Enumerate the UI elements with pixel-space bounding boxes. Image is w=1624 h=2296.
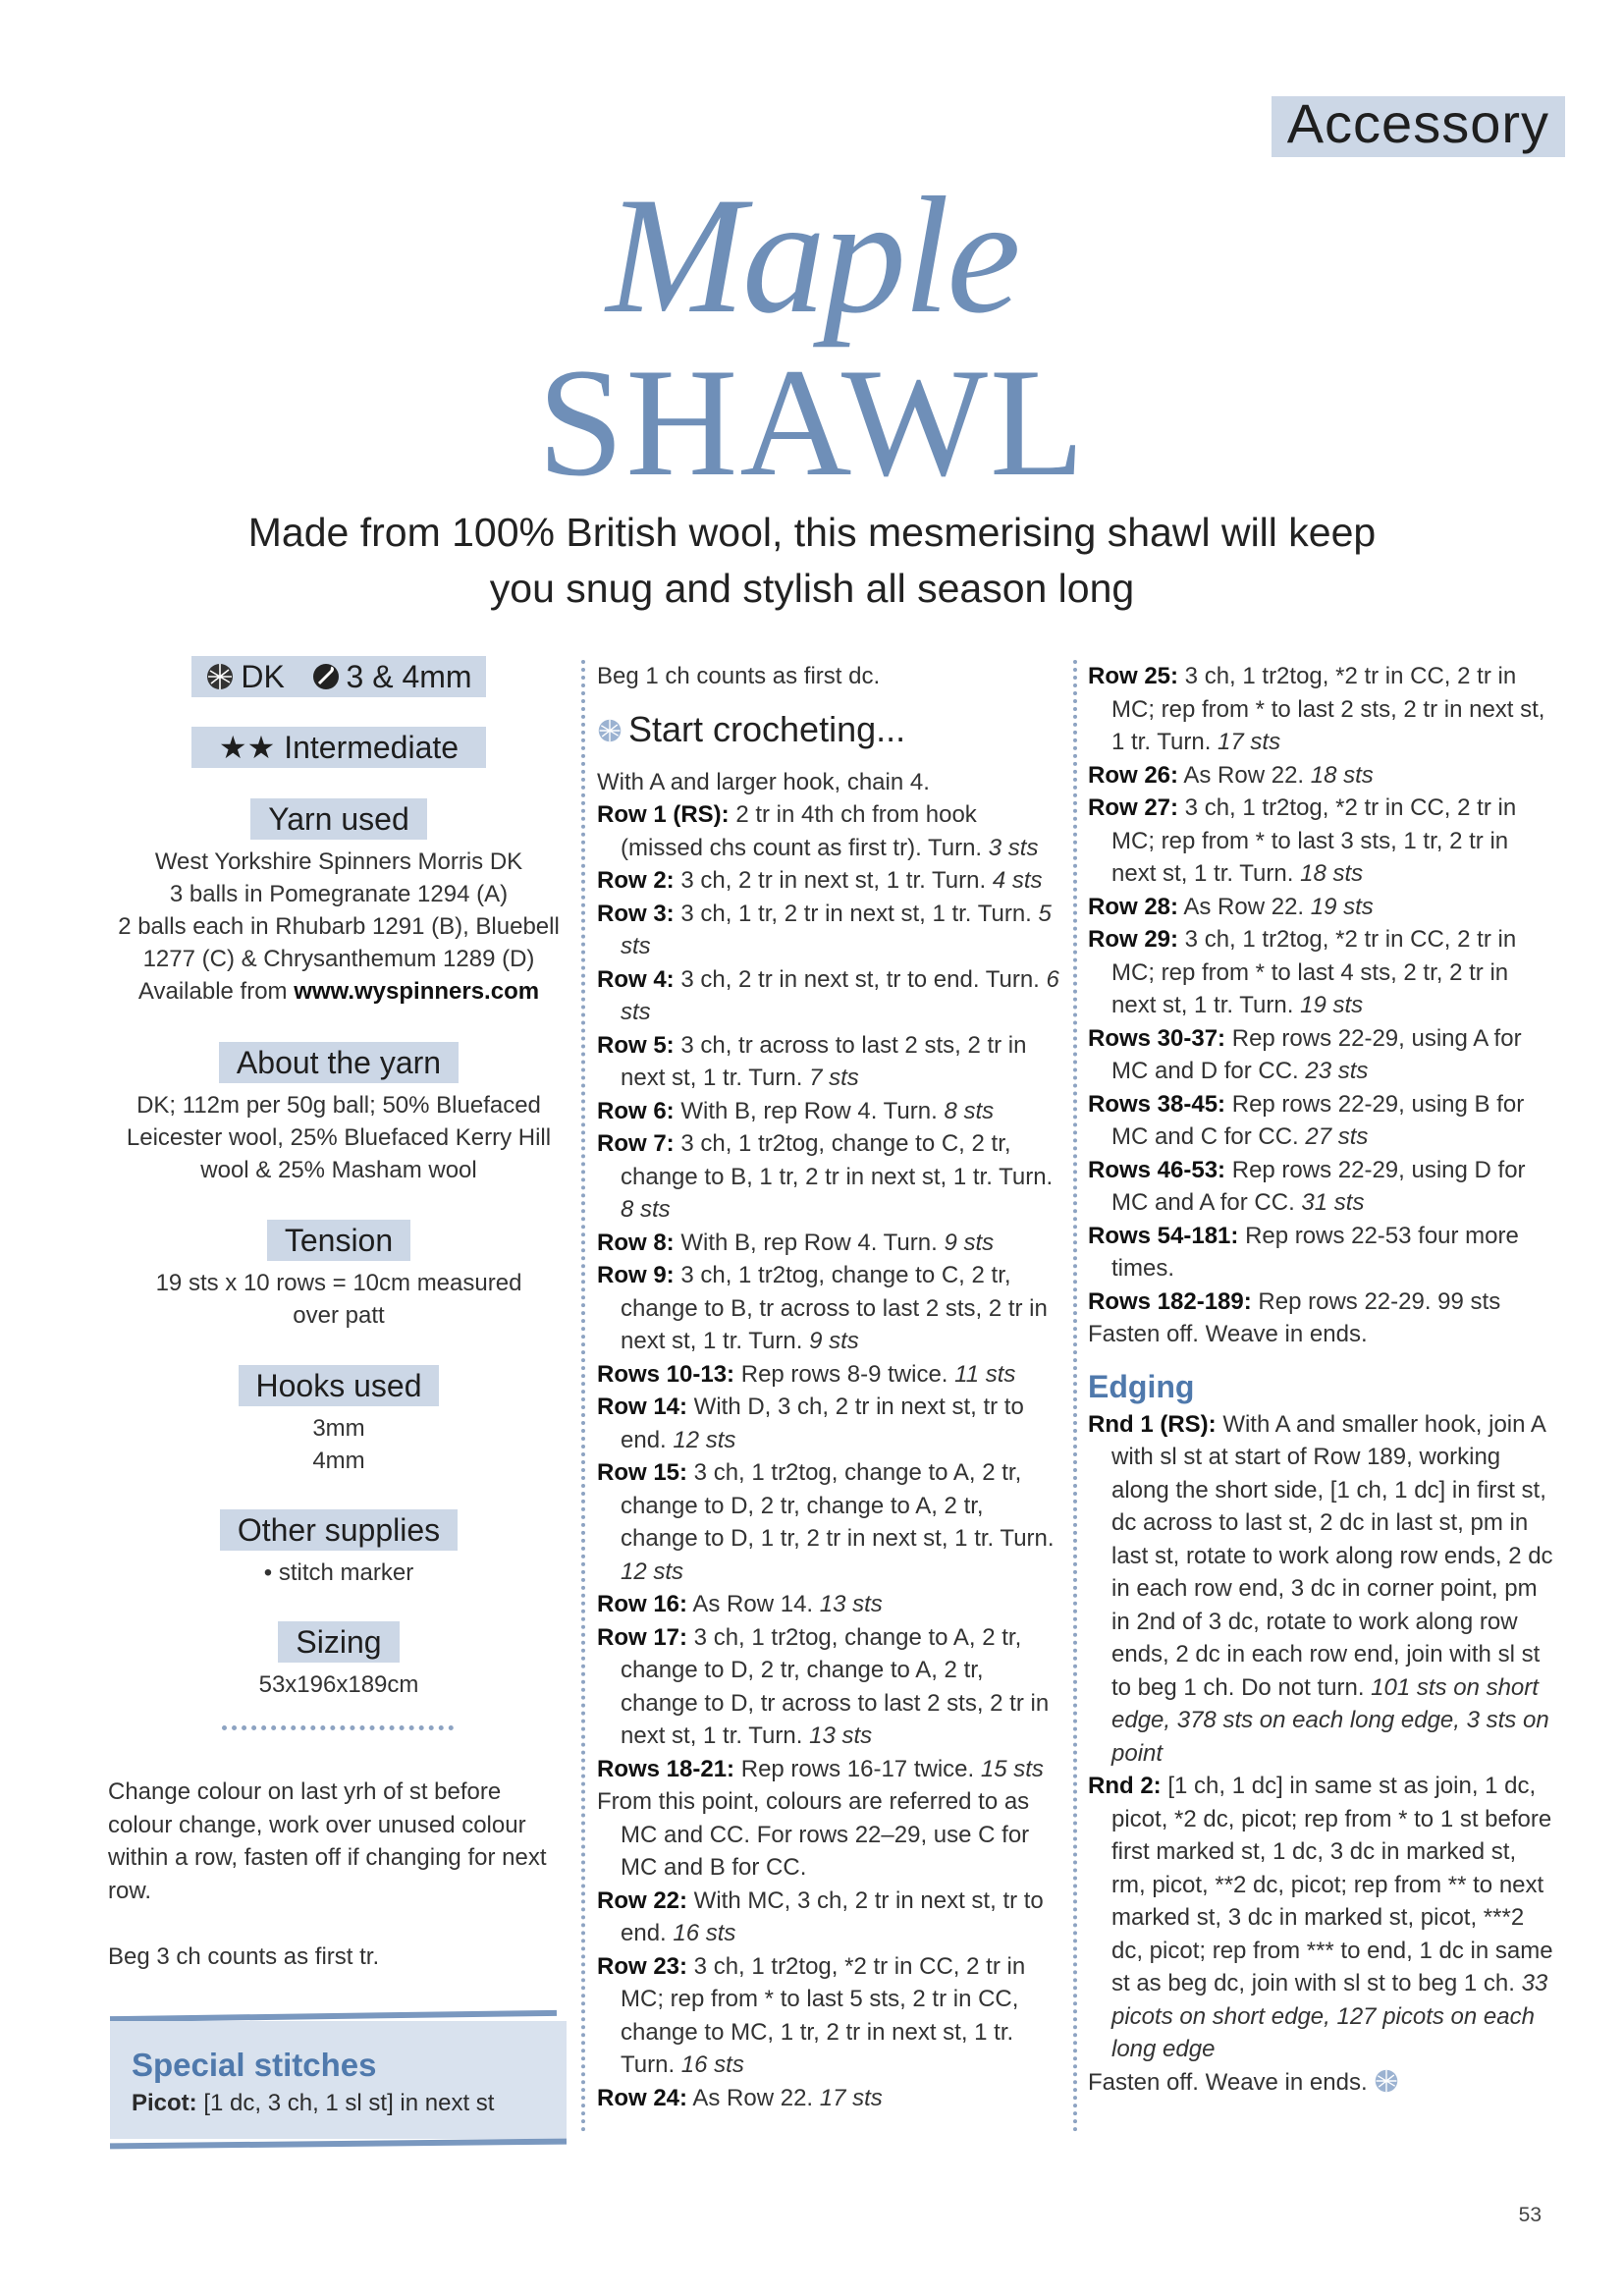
instructions-column-2 (1088, 660, 1554, 2099)
yarn-used-block (98, 798, 579, 1008)
row-text: As Row 14. (687, 1591, 820, 1617)
row-text: 3 ch, 1 tr2tog, change to A, 2 tr, change to D, 2 tr, change to A, 2 tr, change to D, tr across to last 2 sts, 2 tr in next st, 1 tr. Turn. (621, 1623, 1050, 1749)
tension-block (98, 1220, 579, 1332)
stitch-count: 15 sts (980, 1755, 1044, 1782)
sizing-heading: Sizing (278, 1621, 399, 1663)
stitch-count: 4 sts (992, 867, 1043, 894)
hooks-heading: Hooks used (239, 1365, 440, 1406)
row-text: Rep rows 8-9 twice. (734, 1360, 955, 1388)
supplies-heading: Other supplies (220, 1509, 458, 1551)
sizing-block (98, 1621, 579, 1701)
skill-level: ★★ Intermediate (191, 727, 486, 768)
beg-note: Beg 3 ch counts as first tr. (108, 1943, 380, 1970)
row-text: With A and smaller hook, join A with sl st at start of Row 189, working along the short side, [1 ch, 1 dc] in first st, dc across to last st, 2 dc in last st, pm in last st, rotate to work along row ends, 2 dc in each row end, 3 dc in corner point, pm in 2nd of 3 dc, rotate to work along row ends, 2 dc in each row end, join with sl st to beg 1 ch. Do not turn. (1111, 1410, 1553, 1701)
pattern-row (597, 898, 1063, 963)
row-text: Rep rows 22-29, using D for MC and A for CC. (1111, 1156, 1526, 1216)
row-text: 3 ch, 1 tr, 2 tr in next st, 1 tr. Turn. (674, 900, 1039, 927)
supply-line: • stitch marker (263, 1559, 414, 1586)
pattern-row (597, 1227, 1063, 1260)
instructions-column-1 (597, 660, 1063, 2114)
row-label: Row 26: (1088, 761, 1179, 789)
stitch-count: 8 sts (621, 1196, 671, 1223)
row-text: 3 ch, 1 tr2tog, change to C, 2 tr, change to B, tr across to last 2 sts, 2 tr in next st, 1 tr. Turn. (621, 1262, 1048, 1354)
row-label: Rnd 1 (RS): (1088, 1410, 1217, 1438)
row-text: With MC, 3 ch, 2 tr in next st, tr to end. (621, 1886, 1044, 1946)
pattern-row (1088, 759, 1554, 793)
title-caps: SHAWL (537, 337, 1087, 509)
stitch-count: 13 sts (819, 1591, 883, 1617)
row-text: 3 ch, tr across to last 2 sts, 2 tr in next st, 1 tr. Turn. (621, 1031, 1027, 1091)
stitch-count: 16 sts (680, 2051, 744, 2078)
row-text: Rep rows 16-17 twice. (734, 1755, 981, 1782)
column-divider (1073, 660, 1077, 2133)
yarn-used-heading: Yarn used (250, 798, 427, 840)
picot-label: Picot: (132, 2090, 197, 2116)
about-yarn-block (98, 1042, 579, 1186)
row-label: Rows 10-13: (597, 1360, 735, 1388)
row-text: Rep rows 22-29. 99 sts (1251, 1287, 1501, 1315)
stitch-count: 31 sts (1301, 1189, 1365, 1216)
yarn-line: 1277 (C) & Chrysanthemum 1289 (D) (142, 946, 535, 972)
stitch-count: 8 sts (944, 1097, 995, 1124)
row-label: Row 24: (597, 2084, 688, 2111)
row-text: Rep rows 22-53 four more times. (1111, 1222, 1519, 1282)
row-text: Fasten off. Weave in ends. (1088, 1321, 1368, 1347)
row-text: With D, 3 ch, 2 tr in next st, tr to end. (621, 1394, 1024, 1453)
stitch-count: 23 sts (1305, 1058, 1369, 1084)
row-text: As Row 22. (687, 2084, 820, 2111)
column-divider (581, 660, 585, 2133)
yarn-ball-icon (1374, 2068, 1399, 2094)
pattern-row (1088, 1770, 1554, 2066)
row-text: 3 ch, 2 tr in next st, 1 tr. Turn. (674, 867, 993, 894)
stitch-count: 19 sts (1300, 992, 1364, 1018)
row-text: 3 ch, 1 tr2tog, change to C, 2 tr, change to B, 1 tr, 2 tr in next st, 1 tr. Turn. (621, 1130, 1054, 1190)
row-label: Row 15: (597, 1459, 688, 1486)
pattern-row (1088, 1088, 1554, 1154)
row-label: Row 22: (597, 1886, 688, 1914)
pattern-row (597, 1588, 1063, 1621)
pattern-row (597, 963, 1063, 1029)
row-text: Rep rows 22-29, using B for MC and C for CC. (1111, 1090, 1525, 1150)
row-label: Row 5: (597, 1031, 675, 1059)
tension-heading: Tension (267, 1220, 410, 1261)
stitch-count: 6 sts (621, 965, 1059, 1025)
pattern-row (597, 798, 1063, 864)
row-label: Row 2: (597, 867, 675, 894)
stitch-count: 33 picots on short edge, 127 picots on each long edge (1111, 1970, 1548, 2062)
stitch-count: 16 sts (673, 1920, 736, 1946)
sizing-line: 53x196x189cm (258, 1671, 419, 1698)
stitch-count: 3 sts (988, 834, 1039, 861)
supplies-block (98, 1509, 579, 1589)
yarn-ball-icon (205, 662, 235, 691)
stitch-count: 18 sts (1310, 761, 1374, 789)
yarn-weight-hook-pill (98, 656, 579, 697)
row-text: As Row 22. (1178, 761, 1311, 789)
row-text: With B, rep Row 4. Turn. (674, 1229, 945, 1256)
about-line: Leicester wool, 25% Bluefaced Kerry Hill (126, 1124, 552, 1151)
stitch-count: 18 sts (1300, 860, 1364, 887)
row-label: Row 27: (1088, 794, 1179, 821)
yarn-weight: DK (241, 659, 285, 694)
closing-line (1088, 2066, 1554, 2100)
pattern-row (597, 864, 1063, 898)
stitch-count: 5 sts (621, 900, 1052, 959)
hooks-block (98, 1365, 579, 1477)
row-label: Rows 182-189: (1088, 1287, 1252, 1315)
stitch-count: 27 sts (1305, 1123, 1369, 1150)
special-stitch-picot (132, 2090, 494, 2117)
row-label: Row 3: (597, 900, 675, 927)
yarn-line: 3 balls in Pomegranate 1294 (A) (169, 881, 509, 907)
beg-note: Beg 1 ch counts as first dc. (597, 663, 881, 689)
pattern-row (597, 1127, 1063, 1227)
pattern-row (1088, 923, 1554, 1022)
pattern-row (597, 1621, 1063, 1753)
row-text: [1 ch, 1 dc] in same st as join, 1 dc, picot, *2 dc, picot; rep from * to 1 st before first marked st, 1 dc, 3 dc in marked st, rm, picot, **2 dc, picot; rep from ** to next marked st, 3 dc in marked st, picot, ***2 dc, picot; rep from *** to end, 1 dc in same st as beg dc, join with sl st to beg 1 ch. (1111, 1773, 1553, 1996)
pattern-row (597, 1259, 1063, 1358)
pattern-row (1088, 1318, 1554, 1351)
available-prefix: Available from (137, 978, 295, 1005)
pattern-row (597, 1391, 1063, 1456)
pattern-row (1088, 1154, 1554, 1220)
pattern-row (1088, 891, 1554, 924)
row-label: Row 28: (1088, 893, 1179, 920)
row-text: With B, rep Row 4. Turn. (674, 1097, 945, 1124)
special-box-bottom-rule (110, 2139, 567, 2150)
row-text: With A and larger hook, chain 4. (597, 768, 930, 795)
row-label: Rows 46-53: (1088, 1156, 1226, 1183)
row-text: 3 ch, 2 tr in next st, tr to end. Turn. (674, 965, 1047, 993)
row-text: 2 tr in 4th ch from hook (missed chs count as first tr). Turn. (621, 801, 989, 861)
pattern-row (597, 1785, 1063, 1885)
pattern-row (597, 2082, 1063, 2115)
row-label: Row 14: (597, 1394, 688, 1420)
pattern-row (597, 1753, 1063, 1786)
colour-change-note: Change colour on last yrh of st before colour change, work over unused colour within a row, fasten off if changing for next row. (108, 1778, 547, 1904)
section-heading (597, 705, 1063, 754)
pattern-row (597, 1095, 1063, 1128)
row-label: Row 23: (597, 1952, 688, 1980)
row-label: Row 1 (RS): (597, 801, 730, 828)
row-list (597, 766, 1063, 2115)
page-number: 53 (1518, 2204, 1542, 2226)
about-line: wool & 25% Masham wool (200, 1157, 477, 1183)
row-label: Rnd 2: (1088, 1773, 1162, 1799)
hook-line: 3mm (312, 1415, 365, 1442)
about-line: DK; 112m per 50g ball; 50% Bluefaced (136, 1092, 541, 1119)
row-text: Rep rows 22-29, using A for MC and D for CC. (1111, 1024, 1522, 1084)
yarn-line: 2 balls each in Rhubarb 1291 (B), Bluebell (118, 913, 560, 940)
pattern-row (1088, 1022, 1554, 1088)
stitch-count: 9 sts (809, 1328, 859, 1354)
special-stitches-heading: Special stitches (132, 2047, 377, 2083)
edging-heading: Edging (1088, 1368, 1195, 1404)
pattern-row (1088, 660, 1554, 759)
row-label: Rows 30-37: (1088, 1024, 1226, 1052)
hook-line: 4mm (312, 1448, 365, 1474)
pattern-row (597, 1950, 1063, 2082)
subtitle: Made from 100% British wool, this mesmerising shawl will keep you snug and stylish all season long (247, 510, 1377, 611)
hook-size: 3 & 4mm (346, 659, 472, 694)
row-label: Rows 54-181: (1088, 1222, 1239, 1249)
picot-text: [1 dc, 3 ch, 1 sl st] in next st (196, 2090, 495, 2116)
row-text: From this point, colours are referred to as MC and CC. For rows 22–29, use C for MC and B for CC. (597, 1788, 1030, 1881)
yarn-ball-icon (597, 718, 623, 743)
category-tag: Accessory (1272, 96, 1565, 157)
stitch-count: 13 sts (809, 1722, 873, 1749)
stitch-count: 9 sts (944, 1229, 995, 1256)
row-label: Row 7: (597, 1130, 675, 1157)
stitch-count: 11 sts (954, 1360, 1016, 1388)
yarn-line: West Yorkshire Spinners Morris DK (154, 848, 523, 875)
row-text: 3 ch, 1 tr2tog, *2 tr in CC, 2 tr in MC; rep from * to last 4 sts, 2 tr, 2 tr in next st, 1 tr. Turn. (1111, 926, 1517, 1018)
stitch-count: 12 sts (673, 1426, 736, 1453)
row-label: Row 6: (597, 1097, 675, 1124)
row-label: Row 29: (1088, 926, 1179, 953)
pattern-row (597, 1358, 1063, 1392)
tension-line: over patt (293, 1302, 385, 1329)
row-text: 3 ch, 1 tr2tog, *2 tr in CC, 2 tr in MC; rep from * to last 3 sts, 1 tr, 2 tr in next st, 1 tr. Turn. (1111, 794, 1517, 887)
stitch-count: 7 sts (809, 1065, 859, 1091)
supplier-url: www.wyspinners.com (294, 978, 540, 1005)
pattern-row (597, 1456, 1063, 1588)
level-pill (98, 727, 579, 768)
pattern-row (1088, 1220, 1554, 1285)
pattern-row (597, 766, 1063, 799)
row-text: 3 ch, 1 tr2tog, change to A, 2 tr, change to D, 2 tr, change to A, 2 tr, change to D, 1 tr, 2 tr in next st, 1 tr. Turn. (621, 1459, 1055, 1552)
row-label: Rows 18-21: (597, 1755, 735, 1782)
start-crocheting-title: Start crocheting... (628, 708, 906, 749)
stitch-count: 101 sts on short edge, 378 sts on each long edge, 3 sts on point (1111, 1673, 1549, 1767)
pattern-row (1088, 792, 1554, 891)
edging-list (1088, 1408, 1554, 2066)
pattern-row (1088, 1408, 1554, 1771)
title-script: Maple (606, 163, 1018, 348)
pattern-row (597, 1029, 1063, 1095)
tension-line: 19 sts x 10 rows = 10cm measured (155, 1270, 522, 1296)
about-yarn-heading: About the yarn (219, 1042, 459, 1083)
row-text: As Row 22. (1178, 893, 1311, 920)
row-label: Row 9: (597, 1262, 675, 1288)
hook-icon (311, 662, 341, 691)
row-label: Row 17: (597, 1623, 688, 1651)
stitch-count: 17 sts (819, 2084, 883, 2111)
row-label: Row 16: (597, 1591, 688, 1617)
row-label: Row 4: (597, 965, 675, 993)
stitch-count: 12 sts (621, 1558, 684, 1585)
stitch-count: 19 sts (1310, 893, 1374, 920)
stitch-count: 17 sts (1218, 729, 1281, 755)
row-list (1088, 660, 1554, 1351)
row-label: Rows 38-45: (1088, 1090, 1226, 1118)
row-text: 3 ch, 1 tr2tog, *2 tr in CC, 2 tr in MC; rep from * to last 5 sts, 2 tr in CC, change to MC, 1 tr, 2 tr in next st, 1 tr. Turn. (621, 1952, 1026, 2078)
row-label: Row 8: (597, 1229, 675, 1256)
row-text: 3 ch, 1 tr2tog, *2 tr in CC, 2 tr in MC; rep from * to last 2 sts, 2 tr in next st, 1 tr. Turn. (1111, 663, 1545, 755)
pattern-row (597, 1885, 1063, 1950)
row-label: Row 25: (1088, 663, 1179, 689)
dotted-divider (222, 1725, 454, 1730)
pattern-row (1088, 1285, 1554, 1319)
closing-text: Fasten off. Weave in ends. (1088, 2068, 1368, 2096)
